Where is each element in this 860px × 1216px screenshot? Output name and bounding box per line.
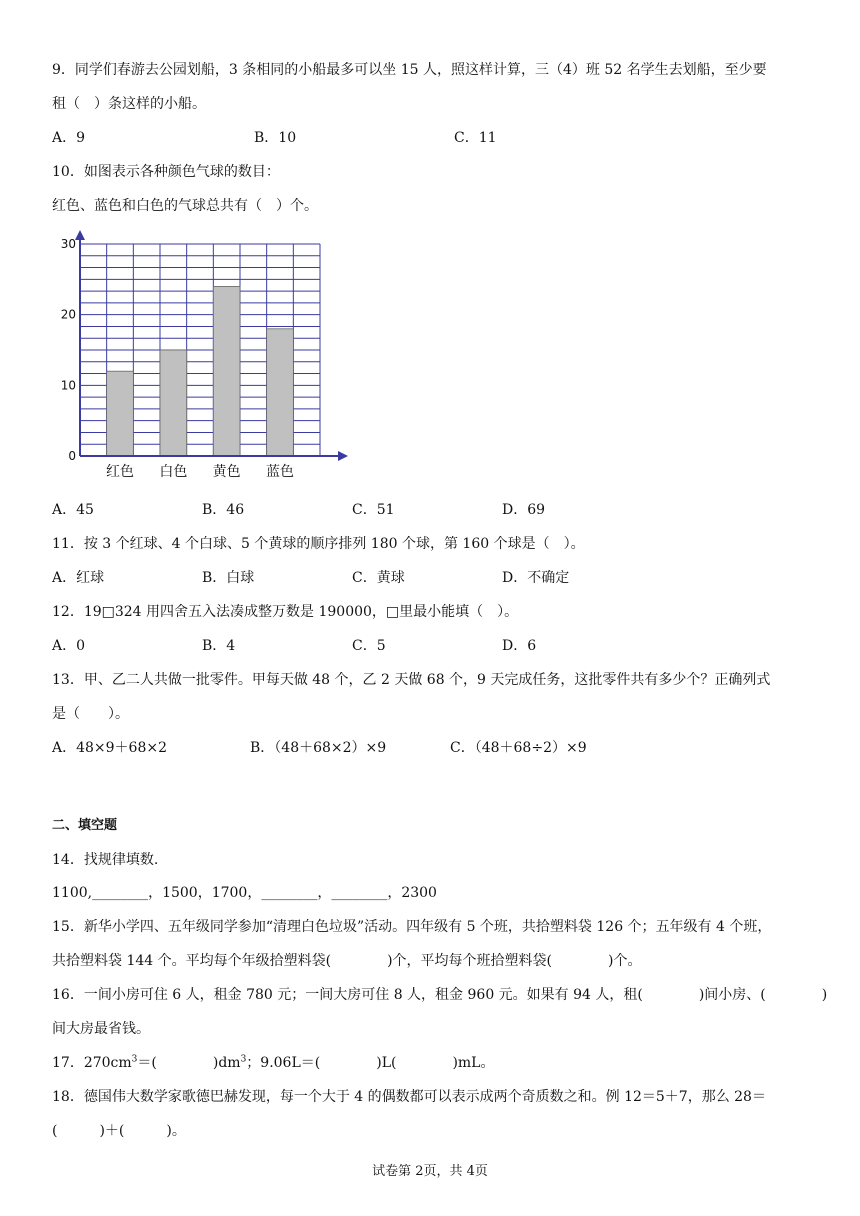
chart-bars [107,286,294,456]
q17-part1: 17．270cm [52,1055,132,1071]
bar-黄色 [213,286,240,456]
q11-option-d: D．不确定 [502,570,570,586]
y-axis-arrow [75,230,85,240]
q13-option-b: B．（48＋68×2）×9 [250,740,387,756]
q9-option-a: A．9 [52,130,86,146]
q18-line2: ( )＋( )。 [52,1123,186,1139]
q13-option-a: A．48×9＋68×2 [52,740,168,756]
q15-line2: 共拾塑料袋 144 个。平均每个年级拾塑料袋( )个，平均每个班拾塑料袋( )个。 [52,953,642,969]
balloon-bar-chart [50,228,360,488]
q13-option-c: C．（48＋68÷2）×9 [450,740,587,756]
q12-option-a: A．0 [52,638,86,654]
chart-y-tick-labels [61,237,76,463]
section-title: 二、填空题 [52,818,118,833]
q12-line1: 12．19□324 用四舍五入法凑成整万数是 190000，□里最小能填（ ）。 [52,604,519,620]
q16-line1: 16．一间小房可住 6 人，租金 780 元；一间大房可住 8 人，租金 960 元。如果有 94 人，租( )间小房、( ) [52,987,828,1003]
x-tick-label: 蓝色 [266,464,294,480]
q12-option-c: C．5 [352,638,386,654]
page-footer: 试卷第 2页，共 4页 [372,1164,488,1179]
bar-白色 [160,350,187,456]
q10-line2: 红色、蓝色和白色的气球总共有（ ）个。 [52,198,318,214]
chart-x-tick-labels [106,463,294,480]
q10-option-d: D．69 [502,502,546,518]
q15-line1: 15．新华小学四、五年级同学参加“清理白色垃圾”活动。四年级有 5 个班，共拾塑料袋 126 个；五年级有 4 个班， [52,919,772,935]
q17-sup1: 3 [131,1054,138,1065]
q14-line2: 1100,________，1500，1700，________，________，2300 [52,885,437,901]
q10-option-b: B．46 [202,502,245,518]
bar-红色 [107,371,134,456]
q13-line1: 13．甲、乙二人共做一批零件。甲每天做 48 个，乙 2 天做 68 个，9 天完成任务，这批零件共有多少个？正确列式 [52,672,771,688]
x-tick-label: 红色 [106,464,134,480]
q14-line1: 14．找规律填数. [52,852,159,868]
q11-line1: 11．按 3 个红球、4 个白球、5 个黄球的顺序排列 180 个球，第 160 个球是（ ）。 [52,536,585,552]
q17-part3: ；9.06L＝( )L( )mL。 [246,1055,495,1071]
q17-line [52,1053,494,1073]
q17-part2: ＝( )dm [137,1055,241,1071]
y-tick-label: 30 [60,237,76,251]
q11-option-b: B．白球 [202,570,255,586]
y-tick-label: 20 [60,307,76,322]
q9-option-b: B．10 [254,130,297,146]
q9-option-c: C．11 [454,130,497,146]
q11-option-c: C．黄球 [352,570,405,586]
q11-option-a: A．红球 [52,570,105,586]
q10-option-c: C．51 [352,502,395,518]
y-tick-label: 10 [60,378,76,393]
q12-option-b: B．4 [202,638,236,654]
q16-line2: 间大房最省钱。 [52,1021,150,1037]
q10-option-a: A．45 [52,502,94,518]
x-tick-label: 白色 [159,464,188,480]
q10-line1: 10．如图表示各种颜色气球的数目： [52,164,280,180]
q9-line2: 租（ ）条这样的小船。 [52,96,206,112]
y-tick-label: 0 [68,449,76,463]
bar-蓝色 [267,329,294,456]
x-tick-label: 黄色 [212,464,241,480]
q18-line1: 18．德国伟大数学家歌德巴赫发现，每一个大于 4 的偶数都可以表示成两个奇质数之和。例 12＝5＋7，那么 28＝ [52,1089,766,1105]
q9-line1: 9．同学们春游去公园划船，3 条相同的小船最多可以坐 15 人，照这样计算，三（4）班 52 名学生去划船，至少要 [52,62,767,78]
x-axis-arrow [338,451,348,461]
q13-line2: 是（ ）。 [52,706,129,722]
q17-sup2: 3 [240,1054,247,1065]
q12-option-d: D．6 [502,638,537,654]
